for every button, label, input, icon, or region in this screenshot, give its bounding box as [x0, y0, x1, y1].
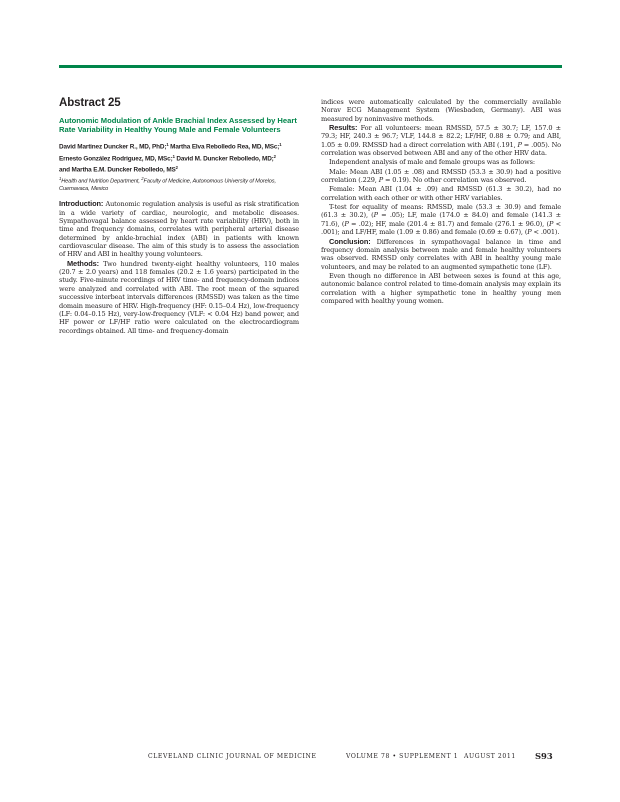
author-5: and Martha E.M. Duncker Rebolledo, MS: [59, 166, 176, 174]
male-results: Male: Mean ABI (1.05 ± .08) and RMSSD (53.3 ± 30.9) had a positive correlation (.229, P = 0.19). No other correlation was observed.: [321, 167, 561, 185]
left-column: [59, 97, 299, 336]
right-column: [321, 98, 561, 306]
abstract-label: Abstract 25: [59, 97, 121, 109]
author-4: David M. Duncker Rebolledo, MD;: [174, 155, 274, 162]
author-3: Ernesto González Rodriguez, MD, MSc;: [59, 155, 173, 162]
header-rule: [59, 65, 562, 68]
footer-journal-name: CLEVELAND CLINIC JOURNAL OF MEDICINE: [148, 753, 317, 760]
methods-heading: Methods:: [67, 258, 100, 268]
methods-continued: indices were automatically calculated by the commercially available Norav ECG Management System (Wiesbaden, Germany). ABI was measured by noninvasive methods.: [321, 98, 561, 123]
ttest-results: T-test for equality of means: RMSSD, male (53.3 ± 30.9) and female (61.3 ± 30.2), (P = .05); LF, male (174.0 ± 84.0) and female (141.3 ± 71.6), (P = .02); HF, male (201.4 ± 81.7) and female (276.1 ± 96.0), (P < .001); and LF/HF, male (1.09 ± 0.86) and female (0.69 ± 0.67), (P < .001).: [321, 203, 562, 237]
footer-date: AUGUST 2011: [464, 753, 516, 760]
author-list: David Martinez Duncker R., MD, PhD;$^1$ Martha Elva Rebolledo Rea, MD, MSc;$^1$ Ernesto González Rodriguez, MD, MSc;$^1$ David M. Duncker Rebolledo, MD;$^2$ and Martha E.M. Duncker Rebolledo, $MS^2$: [59, 142, 282, 174]
affiliations: $^1$Health and Nutrition Department, $^2$Faculty of Medicine, Autonomous University of Morelos, Cuernavaca, Mexico: [59, 175, 276, 192]
author-1: David Martinez Duncker R., MD, PhD;: [59, 143, 167, 151]
introduction-paragraph: Introduction: Autonomic regulation analysis is useful as risk stratification in a wide variety of cardiac, neurologic, and metabolic diseases. Sympathovagal balance assessed by heart rate variability (HRV), both in time and frequency domains, correlates with peripheral arterial disease determined by ankle-brachial index (ABI) in patients with known cardiovascular disease. The aim of this study is to assess the association of HRV and ABI in healthy young volunteers.: [59, 199, 299, 259]
introduction-heading: Introduction:: [59, 199, 104, 209]
results-heading: Results:: [329, 123, 358, 133]
author-2: Martha Elva Rebolledo Rea, MD, MSc;: [168, 143, 280, 151]
paper-title: Autonomic Modulation of Ankle Brachial Index Assessed by Heart Rate Variability in Healthy Young Male and Female Volunteers: [59, 116, 297, 135]
final-paragraph: Even though no difference in ABI between sexes is found at this age, autonomic balance control related to time-domain analysis may explain its correlation with a higher sympathetic tone in healthy young men compared with healthy young women.: [321, 271, 561, 305]
conclusion-heading: Conclusion:: [329, 236, 371, 246]
conclusion-paragraph: Conclusion: Differences in sympathovagal balance in time and frequency domain analysis between male and female healthy volunteers was observed. RMSSD only correlates with ABI in healthy young male volunteers, and may be related to an augmented sympathetic tone (LF).: [321, 236, 561, 271]
page-number: S93: [535, 751, 553, 761]
page-footer: [148, 751, 562, 763]
methods-paragraph: Methods: Two hundred twenty-eight healthy volunteers, 110 males (20.7 ± 2.0 years) and 118 females (20.2 ± 1.6 years) participated in the study. Five-minute recordings of HRV time- and frequency-domain indices were analyzed and correlated with ABI. The root mean of the squared successive interbeat intervals differences (RMSSD) was taken as the time domain measure of HRV. High-frequency (HF: 0.15–0.4 Hz), low-frequency (LF: 0.04–0.15 Hz), very-low-frequency (VLF: < 0.04 Hz) band power, and HF power or LF/HF ratio were calculated on the electrocardiogram recordings obtained. All time- and frequency-domain: [59, 258, 299, 335]
footer-volume: VOLUME 78 • SUPPLEMENT 1: [346, 753, 459, 760]
female-results: Female: Mean ABI (1.04 ± .09) and RMSSD (61.3 ± 30.2), had no correlation with each other or with other HRV variables.: [321, 185, 561, 202]
results-paragraph: Results: For all volunteers: mean RMSSD, 57.5 ± 30.7; LF, 157.0 ± 79.3; HF, 240.3 ± 96.7; VLF, 144.8 ± 82.2; LF/HF, 0.88 ± 0.79; and ABI, 1.05 ± 0.09. RMSSD had a direct correlation with ABI (.191, P = .005). No correlation was observed between ABI and any of the other HRV data.: [321, 123, 561, 158]
independent-analysis: Independent analysis of male and female groups was as follows:: [329, 158, 535, 167]
